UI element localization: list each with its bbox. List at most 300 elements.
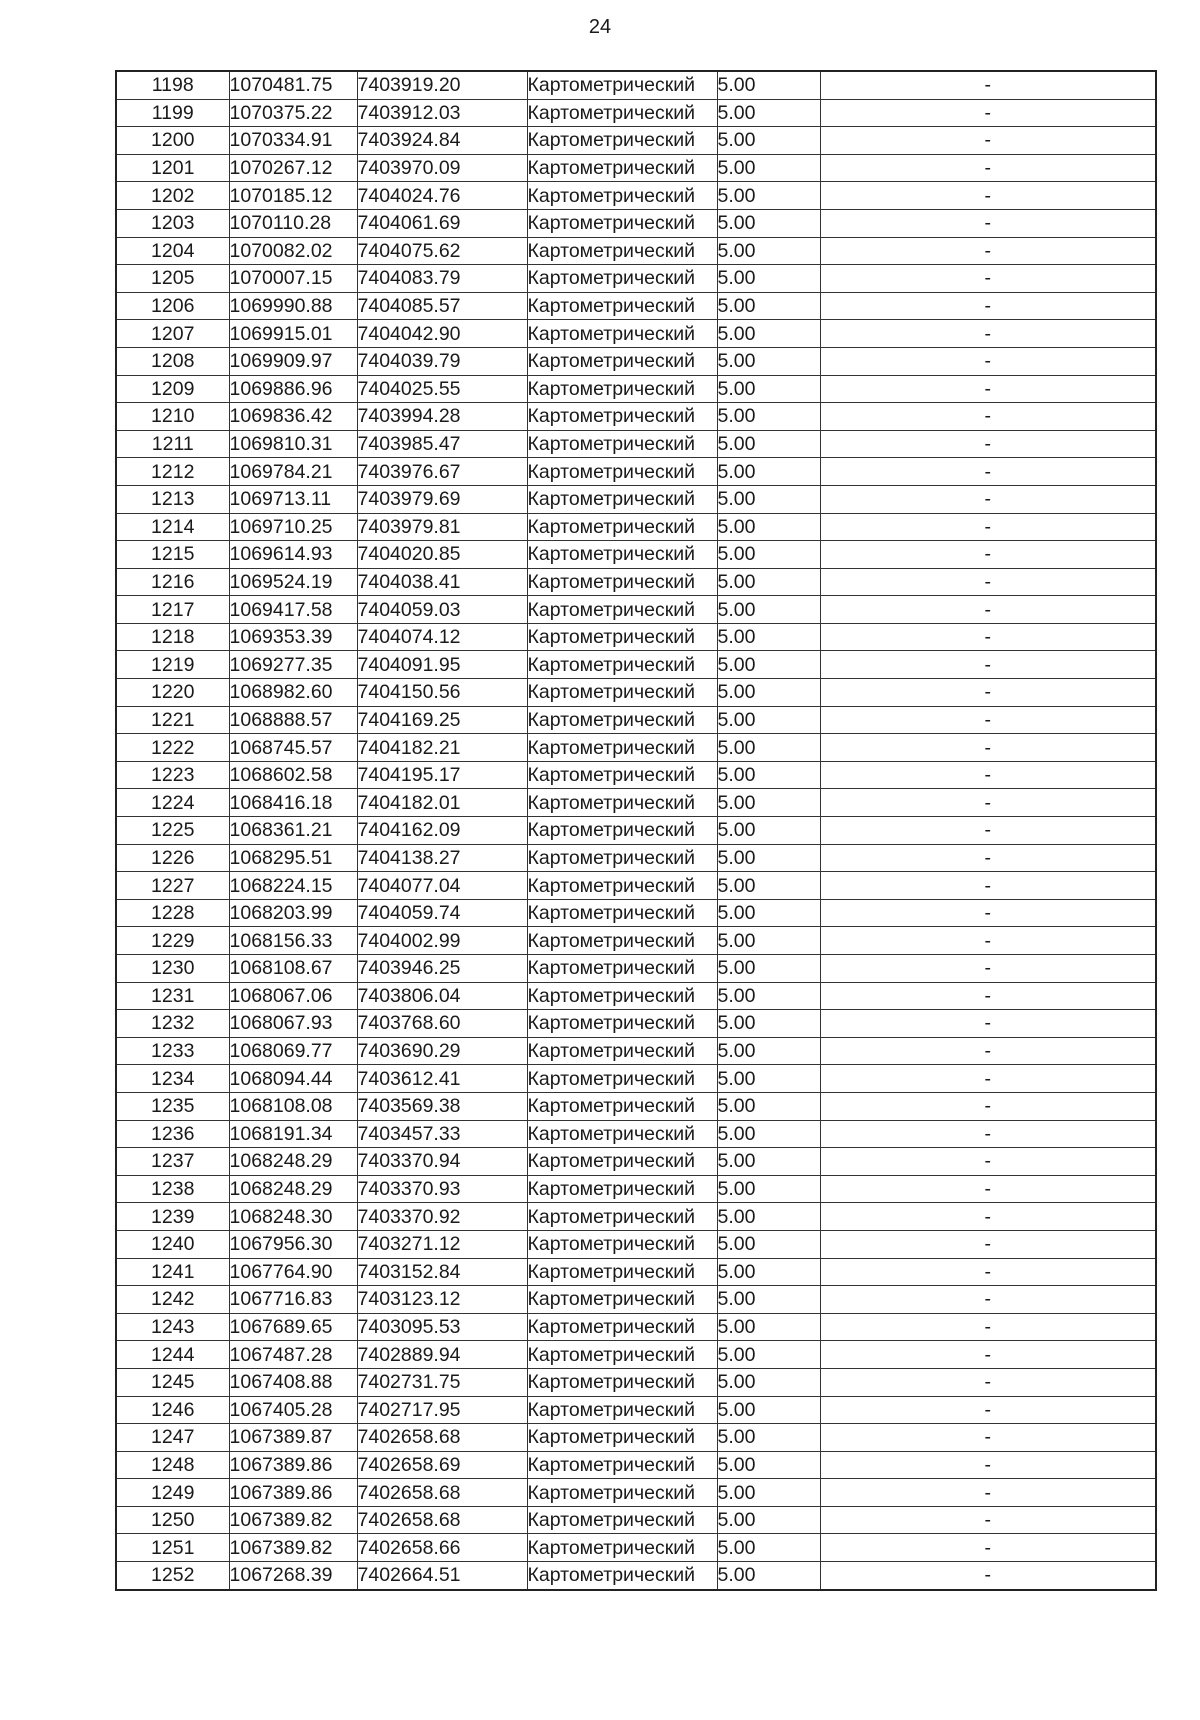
accuracy-cell: 5.00	[717, 1396, 820, 1424]
x-coordinate-cell: 1069810.31	[229, 430, 357, 458]
y-coordinate-cell: 7403985.47	[357, 430, 527, 458]
method-cell: Картометрический	[527, 430, 717, 458]
table-row	[116, 127, 1156, 155]
method-cell: Картометрический	[527, 1037, 717, 1065]
method-cell: Картометрический	[527, 513, 717, 541]
method-cell: Картометрический	[527, 1148, 717, 1176]
table-row	[116, 1368, 1156, 1396]
table-row	[116, 706, 1156, 734]
method-cell: Картометрический	[527, 1175, 717, 1203]
note-cell: -	[820, 1506, 1156, 1534]
point-number-cell: 1227	[116, 872, 229, 900]
note-cell: -	[820, 1258, 1156, 1286]
table-row	[116, 1506, 1156, 1534]
note-cell: -	[820, 127, 1156, 155]
point-number-cell: 1236	[116, 1120, 229, 1148]
point-number-cell: 1205	[116, 265, 229, 293]
point-number-cell: 1204	[116, 237, 229, 265]
accuracy-cell: 5.00	[717, 789, 820, 817]
y-coordinate-cell: 7404042.90	[357, 320, 527, 348]
method-cell: Картометрический	[527, 1092, 717, 1120]
method-cell: Картометрический	[527, 872, 717, 900]
method-cell: Картометрический	[527, 458, 717, 486]
accuracy-cell: 5.00	[717, 1562, 820, 1590]
accuracy-cell: 5.00	[717, 955, 820, 983]
note-cell: -	[820, 734, 1156, 762]
y-coordinate-cell: 7403271.12	[357, 1230, 527, 1258]
x-coordinate-cell: 1068224.15	[229, 872, 357, 900]
table-row	[116, 734, 1156, 762]
table-row	[116, 872, 1156, 900]
point-number-cell: 1232	[116, 1010, 229, 1038]
point-number-cell: 1249	[116, 1479, 229, 1507]
x-coordinate-cell: 1069713.11	[229, 485, 357, 513]
point-number-cell: 1233	[116, 1037, 229, 1065]
note-cell: -	[820, 1479, 1156, 1507]
x-coordinate-cell: 1068203.99	[229, 899, 357, 927]
y-coordinate-cell: 7403569.38	[357, 1092, 527, 1120]
x-coordinate-cell: 1070110.28	[229, 209, 357, 237]
note-cell: -	[820, 1065, 1156, 1093]
method-cell: Картометрический	[527, 375, 717, 403]
table-row	[116, 817, 1156, 845]
x-coordinate-cell: 1067956.30	[229, 1230, 357, 1258]
y-coordinate-cell: 7402658.66	[357, 1534, 527, 1562]
point-number-cell: 1235	[116, 1092, 229, 1120]
x-coordinate-cell: 1067689.65	[229, 1313, 357, 1341]
table-row	[116, 99, 1156, 127]
point-number-cell: 1213	[116, 485, 229, 513]
note-cell: -	[820, 1203, 1156, 1231]
x-coordinate-cell: 1068067.06	[229, 982, 357, 1010]
x-coordinate-cell: 1068067.93	[229, 1010, 357, 1038]
y-coordinate-cell: 7403806.04	[357, 982, 527, 1010]
y-coordinate-cell: 7404075.62	[357, 237, 527, 265]
x-coordinate-cell: 1067389.82	[229, 1534, 357, 1562]
note-cell: -	[820, 789, 1156, 817]
x-coordinate-cell: 1070082.02	[229, 237, 357, 265]
y-coordinate-cell: 7403612.41	[357, 1065, 527, 1093]
y-coordinate-cell: 7403919.20	[357, 71, 527, 99]
accuracy-cell: 5.00	[717, 1065, 820, 1093]
x-coordinate-cell: 1068602.58	[229, 761, 357, 789]
accuracy-cell: 5.00	[717, 237, 820, 265]
y-coordinate-cell: 7402889.94	[357, 1341, 527, 1369]
x-coordinate-cell: 1069710.25	[229, 513, 357, 541]
method-cell: Картометрический	[527, 817, 717, 845]
note-cell: -	[820, 596, 1156, 624]
y-coordinate-cell: 7404091.95	[357, 651, 527, 679]
accuracy-cell: 5.00	[717, 320, 820, 348]
x-coordinate-cell: 1068191.34	[229, 1120, 357, 1148]
point-number-cell: 1217	[116, 596, 229, 624]
method-cell: Картометрический	[527, 955, 717, 983]
accuracy-cell: 5.00	[717, 817, 820, 845]
accuracy-cell: 5.00	[717, 1120, 820, 1148]
accuracy-cell: 5.00	[717, 982, 820, 1010]
note-cell: -	[820, 1286, 1156, 1314]
y-coordinate-cell: 7403979.69	[357, 485, 527, 513]
note-cell: -	[820, 237, 1156, 265]
point-number-cell: 1201	[116, 154, 229, 182]
y-coordinate-cell: 7403370.94	[357, 1148, 527, 1176]
note-cell: -	[820, 1148, 1156, 1176]
accuracy-cell: 5.00	[717, 154, 820, 182]
accuracy-cell: 5.00	[717, 1368, 820, 1396]
y-coordinate-cell: 7404024.76	[357, 182, 527, 210]
accuracy-cell: 5.00	[717, 458, 820, 486]
method-cell: Картометрический	[527, 209, 717, 237]
table-row	[116, 1203, 1156, 1231]
x-coordinate-cell: 1070007.15	[229, 265, 357, 293]
accuracy-cell: 5.00	[717, 872, 820, 900]
note-cell: -	[820, 541, 1156, 569]
x-coordinate-cell: 1069886.96	[229, 375, 357, 403]
method-cell: Картометрический	[527, 596, 717, 624]
x-coordinate-cell: 1067764.90	[229, 1258, 357, 1286]
table-row	[116, 430, 1156, 458]
point-number-cell: 1251	[116, 1534, 229, 1562]
note-cell: -	[820, 623, 1156, 651]
note-cell: -	[820, 1010, 1156, 1038]
method-cell: Картометрический	[527, 71, 717, 99]
accuracy-cell: 5.00	[717, 651, 820, 679]
note-cell: -	[820, 1230, 1156, 1258]
method-cell: Картометрический	[527, 237, 717, 265]
method-cell: Картометрический	[527, 1286, 717, 1314]
accuracy-cell: 5.00	[717, 1258, 820, 1286]
table-row	[116, 1424, 1156, 1452]
x-coordinate-cell: 1069614.93	[229, 541, 357, 569]
point-number-cell: 1230	[116, 955, 229, 983]
x-coordinate-cell: 1070481.75	[229, 71, 357, 99]
x-coordinate-cell: 1070334.91	[229, 127, 357, 155]
method-cell: Картометрический	[527, 347, 717, 375]
point-number-cell: 1252	[116, 1562, 229, 1590]
note-cell: -	[820, 292, 1156, 320]
accuracy-cell: 5.00	[717, 265, 820, 293]
accuracy-cell: 5.00	[717, 844, 820, 872]
table-row	[116, 1451, 1156, 1479]
method-cell: Картометрический	[527, 292, 717, 320]
note-cell: -	[820, 1037, 1156, 1065]
table-row	[116, 568, 1156, 596]
point-number-cell: 1225	[116, 817, 229, 845]
table-row	[116, 1313, 1156, 1341]
y-coordinate-cell: 7402658.68	[357, 1479, 527, 1507]
point-number-cell: 1247	[116, 1424, 229, 1452]
point-number-cell: 1203	[116, 209, 229, 237]
y-coordinate-cell: 7403976.67	[357, 458, 527, 486]
y-coordinate-cell: 7403370.92	[357, 1203, 527, 1231]
y-coordinate-cell: 7403924.84	[357, 127, 527, 155]
point-number-cell: 1207	[116, 320, 229, 348]
point-number-cell: 1224	[116, 789, 229, 817]
method-cell: Картометрический	[527, 789, 717, 817]
accuracy-cell: 5.00	[717, 347, 820, 375]
x-coordinate-cell: 1067408.88	[229, 1368, 357, 1396]
method-cell: Картометрический	[527, 320, 717, 348]
point-number-cell: 1226	[116, 844, 229, 872]
point-number-cell: 1244	[116, 1341, 229, 1369]
method-cell: Картометрический	[527, 265, 717, 293]
note-cell: -	[820, 568, 1156, 596]
table-row	[116, 347, 1156, 375]
method-cell: Картометрический	[527, 761, 717, 789]
accuracy-cell: 5.00	[717, 485, 820, 513]
method-cell: Картометрический	[527, 1313, 717, 1341]
method-cell: Картометрический	[527, 1396, 717, 1424]
accuracy-cell: 5.00	[717, 899, 820, 927]
method-cell: Картометрический	[527, 899, 717, 927]
y-coordinate-cell: 7402658.68	[357, 1506, 527, 1534]
point-number-cell: 1239	[116, 1203, 229, 1231]
accuracy-cell: 5.00	[717, 71, 820, 99]
table-row	[116, 209, 1156, 237]
x-coordinate-cell: 1070267.12	[229, 154, 357, 182]
table-row	[116, 265, 1156, 293]
y-coordinate-cell: 7404039.79	[357, 347, 527, 375]
note-cell: -	[820, 982, 1156, 1010]
y-coordinate-cell: 7403768.60	[357, 1010, 527, 1038]
method-cell: Картометрический	[527, 679, 717, 707]
y-coordinate-cell: 7403123.12	[357, 1286, 527, 1314]
table-row	[116, 1258, 1156, 1286]
accuracy-cell: 5.00	[717, 1203, 820, 1231]
table-row	[116, 1230, 1156, 1258]
accuracy-cell: 5.00	[717, 182, 820, 210]
point-number-cell: 1231	[116, 982, 229, 1010]
method-cell: Картометрический	[527, 403, 717, 431]
y-coordinate-cell: 7404077.04	[357, 872, 527, 900]
accuracy-cell: 5.00	[717, 1092, 820, 1120]
note-cell: -	[820, 154, 1156, 182]
table-row	[116, 292, 1156, 320]
note-cell: -	[820, 99, 1156, 127]
x-coordinate-cell: 1069915.01	[229, 320, 357, 348]
method-cell: Картометрический	[527, 541, 717, 569]
method-cell: Картометрический	[527, 1424, 717, 1452]
note-cell: -	[820, 209, 1156, 237]
method-cell: Картометрический	[527, 734, 717, 762]
y-coordinate-cell: 7404074.12	[357, 623, 527, 651]
x-coordinate-cell: 1067389.86	[229, 1451, 357, 1479]
y-coordinate-cell: 7403912.03	[357, 99, 527, 127]
note-cell: -	[820, 955, 1156, 983]
point-number-cell: 1202	[116, 182, 229, 210]
x-coordinate-cell: 1067268.39	[229, 1562, 357, 1590]
y-coordinate-cell: 7402664.51	[357, 1562, 527, 1590]
x-coordinate-cell: 1069836.42	[229, 403, 357, 431]
point-number-cell: 1234	[116, 1065, 229, 1093]
note-cell: -	[820, 1534, 1156, 1562]
table-row	[116, 623, 1156, 651]
table-row	[116, 1341, 1156, 1369]
x-coordinate-cell: 1067487.28	[229, 1341, 357, 1369]
note-cell: -	[820, 265, 1156, 293]
table-row	[116, 1479, 1156, 1507]
x-coordinate-cell: 1069909.97	[229, 347, 357, 375]
method-cell: Картометрический	[527, 127, 717, 155]
y-coordinate-cell: 7404195.17	[357, 761, 527, 789]
point-number-cell: 1216	[116, 568, 229, 596]
y-coordinate-cell: 7403946.25	[357, 955, 527, 983]
point-number-cell: 1212	[116, 458, 229, 486]
note-cell: -	[820, 1092, 1156, 1120]
table-row	[116, 596, 1156, 624]
table-row	[116, 1286, 1156, 1314]
accuracy-cell: 5.00	[717, 127, 820, 155]
x-coordinate-cell: 1068888.57	[229, 706, 357, 734]
note-cell: -	[820, 1313, 1156, 1341]
point-number-cell: 1218	[116, 623, 229, 651]
y-coordinate-cell: 7404025.55	[357, 375, 527, 403]
x-coordinate-cell: 1068248.29	[229, 1148, 357, 1176]
accuracy-cell: 5.00	[717, 1148, 820, 1176]
table-row	[116, 403, 1156, 431]
method-cell: Картометрический	[527, 1120, 717, 1148]
point-number-cell: 1199	[116, 99, 229, 127]
y-coordinate-cell: 7404059.03	[357, 596, 527, 624]
y-coordinate-cell: 7404002.99	[357, 927, 527, 955]
y-coordinate-cell: 7404085.57	[357, 292, 527, 320]
accuracy-cell: 5.00	[717, 430, 820, 458]
point-number-cell: 1211	[116, 430, 229, 458]
y-coordinate-cell: 7404182.01	[357, 789, 527, 817]
method-cell: Картометрический	[527, 485, 717, 513]
point-number-cell: 1222	[116, 734, 229, 762]
x-coordinate-cell: 1067716.83	[229, 1286, 357, 1314]
y-coordinate-cell: 7404061.69	[357, 209, 527, 237]
table-row	[116, 375, 1156, 403]
method-cell: Картометрический	[527, 1479, 717, 1507]
method-cell: Картометрический	[527, 154, 717, 182]
x-coordinate-cell: 1068745.57	[229, 734, 357, 762]
accuracy-cell: 5.00	[717, 761, 820, 789]
y-coordinate-cell: 7402658.69	[357, 1451, 527, 1479]
accuracy-cell: 5.00	[717, 513, 820, 541]
point-number-cell: 1243	[116, 1313, 229, 1341]
point-number-cell: 1250	[116, 1506, 229, 1534]
accuracy-cell: 5.00	[717, 1424, 820, 1452]
y-coordinate-cell: 7403979.81	[357, 513, 527, 541]
accuracy-cell: 5.00	[717, 1534, 820, 1562]
point-number-cell: 1223	[116, 761, 229, 789]
table-row	[116, 485, 1156, 513]
method-cell: Картометрический	[527, 1065, 717, 1093]
table-row	[116, 982, 1156, 1010]
x-coordinate-cell: 1068248.30	[229, 1203, 357, 1231]
point-number-cell: 1240	[116, 1230, 229, 1258]
table-row	[116, 789, 1156, 817]
accuracy-cell: 5.00	[717, 927, 820, 955]
table-row	[116, 1065, 1156, 1093]
y-coordinate-cell: 7402658.68	[357, 1424, 527, 1452]
x-coordinate-cell: 1067389.86	[229, 1479, 357, 1507]
table-row	[116, 1148, 1156, 1176]
note-cell: -	[820, 375, 1156, 403]
point-number-cell: 1215	[116, 541, 229, 569]
x-coordinate-cell: 1068094.44	[229, 1065, 357, 1093]
point-number-cell: 1246	[116, 1396, 229, 1424]
table-row	[116, 154, 1156, 182]
point-number-cell: 1198	[116, 71, 229, 99]
point-number-cell: 1210	[116, 403, 229, 431]
accuracy-cell: 5.00	[717, 596, 820, 624]
point-number-cell: 1200	[116, 127, 229, 155]
accuracy-cell: 5.00	[717, 1286, 820, 1314]
point-number-cell: 1242	[116, 1286, 229, 1314]
method-cell: Картометрический	[527, 1341, 717, 1369]
note-cell: -	[820, 899, 1156, 927]
accuracy-cell: 5.00	[717, 1037, 820, 1065]
note-cell: -	[820, 1175, 1156, 1203]
table-row	[116, 71, 1156, 99]
x-coordinate-cell: 1069417.58	[229, 596, 357, 624]
y-coordinate-cell: 7403690.29	[357, 1037, 527, 1065]
accuracy-cell: 5.00	[717, 623, 820, 651]
table-row	[116, 1175, 1156, 1203]
method-cell: Картометрический	[527, 1562, 717, 1590]
accuracy-cell: 5.00	[717, 568, 820, 596]
y-coordinate-cell: 7404169.25	[357, 706, 527, 734]
table-row	[116, 927, 1156, 955]
accuracy-cell: 5.00	[717, 679, 820, 707]
table-row	[116, 1120, 1156, 1148]
table-row	[116, 1396, 1156, 1424]
x-coordinate-cell: 1068108.67	[229, 955, 357, 983]
y-coordinate-cell: 7403152.84	[357, 1258, 527, 1286]
accuracy-cell: 5.00	[717, 292, 820, 320]
y-coordinate-cell: 7404138.27	[357, 844, 527, 872]
point-number-cell: 1229	[116, 927, 229, 955]
accuracy-cell: 5.00	[717, 541, 820, 569]
y-coordinate-cell: 7403994.28	[357, 403, 527, 431]
table-row	[116, 237, 1156, 265]
y-coordinate-cell: 7404182.21	[357, 734, 527, 762]
note-cell: -	[820, 761, 1156, 789]
point-number-cell: 1209	[116, 375, 229, 403]
point-number-cell: 1221	[116, 706, 229, 734]
x-coordinate-cell: 1069277.35	[229, 651, 357, 679]
point-number-cell: 1237	[116, 1148, 229, 1176]
method-cell: Картометрический	[527, 568, 717, 596]
method-cell: Картометрический	[527, 651, 717, 679]
note-cell: -	[820, 71, 1156, 99]
table-row	[116, 679, 1156, 707]
table-row	[116, 513, 1156, 541]
point-number-cell: 1238	[116, 1175, 229, 1203]
point-number-cell: 1208	[116, 347, 229, 375]
point-number-cell: 1214	[116, 513, 229, 541]
point-number-cell: 1220	[116, 679, 229, 707]
accuracy-cell: 5.00	[717, 1506, 820, 1534]
y-coordinate-cell: 7404059.74	[357, 899, 527, 927]
method-cell: Картометрический	[527, 982, 717, 1010]
table-row	[116, 182, 1156, 210]
note-cell: -	[820, 1562, 1156, 1590]
point-number-cell: 1245	[116, 1368, 229, 1396]
point-number-cell: 1206	[116, 292, 229, 320]
x-coordinate-cell: 1068295.51	[229, 844, 357, 872]
x-coordinate-cell: 1068108.08	[229, 1092, 357, 1120]
note-cell: -	[820, 679, 1156, 707]
accuracy-cell: 5.00	[717, 1010, 820, 1038]
x-coordinate-cell: 1070185.12	[229, 182, 357, 210]
x-coordinate-cell: 1069524.19	[229, 568, 357, 596]
method-cell: Картометрический	[527, 182, 717, 210]
point-number-cell: 1219	[116, 651, 229, 679]
